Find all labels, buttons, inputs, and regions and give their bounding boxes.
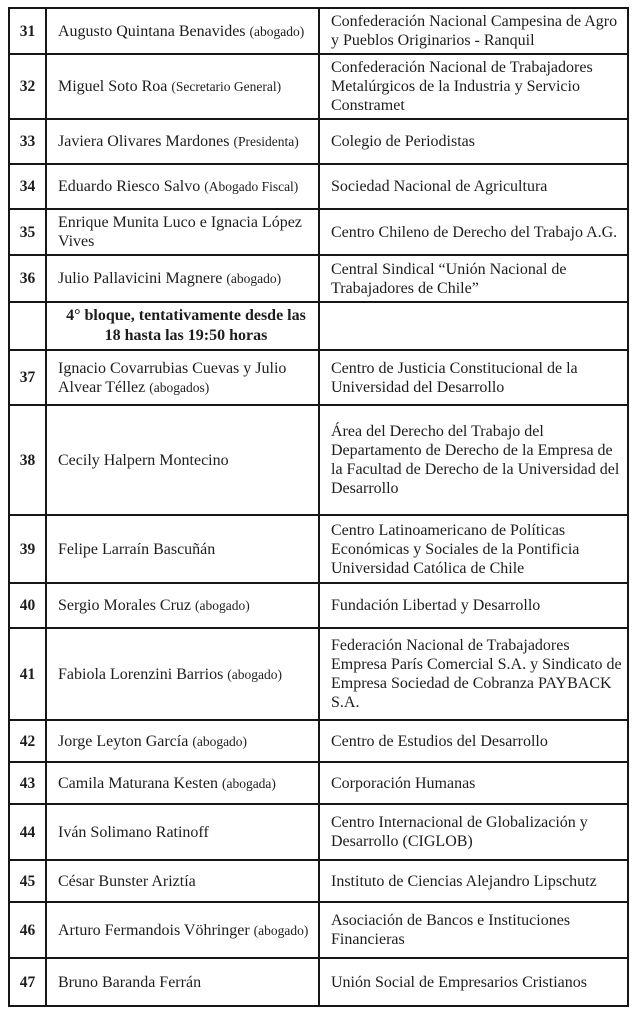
organization-cell xyxy=(319,302,628,350)
organization-cell xyxy=(319,720,628,762)
section-header-text: 4° bloque, tentativamente desde las 18 hasta las 19:50 horas xyxy=(66,307,306,344)
participant-name: Julio Pallavicini Magnere xyxy=(58,270,223,287)
row-number-cell xyxy=(9,302,46,350)
organization-name: Federación Nacional de Trabajadores Empresa París Comercial S.A. y Sindicato de Empresa Sociedad de Cobranza PAYBACK S.A. xyxy=(331,637,622,711)
row-number-cell: 35 xyxy=(9,209,46,255)
table-row xyxy=(9,350,628,405)
organization-cell xyxy=(319,209,628,255)
organization-cell xyxy=(319,860,628,902)
name-cell xyxy=(46,860,319,902)
participant-role-note: (abogado) xyxy=(226,271,282,286)
table-row xyxy=(9,902,628,958)
table-row xyxy=(9,762,628,804)
participant-name: Bruno Baranda Ferrán xyxy=(58,973,202,991)
organization-name: Colegio de Periodistas xyxy=(331,133,475,150)
organization-cell xyxy=(319,119,628,164)
organization-name: Asociación de Bancos e Instituciones Financieras xyxy=(331,912,571,948)
organization-name: Sociedad Nacional de Agricultura xyxy=(331,178,548,195)
row-number-cell: 33 xyxy=(9,119,46,164)
participant-name: Javiera Olivares Mardones xyxy=(58,133,230,150)
name-cell xyxy=(46,8,319,54)
participant-name: Felipe Larraín Bascuñán xyxy=(58,540,216,558)
participant-name: Iván Solimano Ratinoff xyxy=(58,823,209,841)
section-header-cell xyxy=(46,302,319,350)
organization-cell xyxy=(319,958,628,1006)
table-row xyxy=(9,804,628,860)
organization-name: Centro Chileno de Derecho del Trabajo A.G. xyxy=(331,223,618,241)
name-cell xyxy=(46,209,319,255)
organization-cell xyxy=(319,54,628,119)
participant-role-note: (Abogado Fiscal) xyxy=(204,179,299,194)
table-row xyxy=(9,54,628,119)
organization-cell xyxy=(319,255,628,302)
table-row xyxy=(9,958,628,1006)
organization-cell xyxy=(319,350,628,405)
participant-name: Miguel Soto Roa xyxy=(58,78,168,95)
table-row xyxy=(9,860,628,902)
participant-role-note: (Secretario General) xyxy=(171,79,282,94)
organization-name: Confederación Nacional de Trabajadores Metalúrgicos de la Industria y Servicio Constramet xyxy=(331,59,593,114)
table-row xyxy=(9,119,628,164)
name-cell xyxy=(46,54,319,119)
row-number-cell: 47 xyxy=(9,958,46,1006)
participants-table xyxy=(8,7,629,1007)
name-cell xyxy=(46,583,319,628)
table-row xyxy=(9,583,628,628)
organization-cell xyxy=(319,804,628,860)
organization-name: Centro Latinoamericano de Políticas Económicas y Sociales de la Pontificia Universidad Católica de Chile xyxy=(331,521,580,577)
row-number-cell: 46 xyxy=(9,902,46,958)
name-cell xyxy=(46,255,319,302)
row-number-cell: 32 xyxy=(9,54,46,119)
table-row xyxy=(9,8,628,54)
participant-name: Jorge Leyton García xyxy=(58,732,189,750)
participant-name: César Bunster Ariztía xyxy=(58,872,196,890)
organization-name: Fundación Libertad y Desarrollo xyxy=(331,597,541,614)
row-number-cell: 43 xyxy=(9,762,46,804)
organization-name: Unión Social de Empresarios Cristianos xyxy=(331,973,587,991)
row-number-cell: 39 xyxy=(9,515,46,583)
name-cell xyxy=(46,720,319,762)
participant-role-note: (abogado) xyxy=(227,666,283,682)
name-cell xyxy=(46,350,319,405)
participant-name: Augusto Quintana Benavides xyxy=(58,22,246,40)
name-cell xyxy=(46,628,319,720)
participant-name: Fabiola Lorenzini Barrios xyxy=(58,665,224,683)
row-number-cell: 42 xyxy=(9,720,46,762)
organization-name: Instituto de Ciencias Alejandro Lipschutz xyxy=(331,872,597,890)
participant-role-note: (Presidenta) xyxy=(233,134,299,149)
participant-name: Sergio Morales Cruz xyxy=(58,597,192,614)
table-row xyxy=(9,720,628,762)
row-number-cell: 45 xyxy=(9,860,46,902)
participant-name: Camila Maturana Kesten xyxy=(58,774,218,792)
name-cell xyxy=(46,902,319,958)
row-number-cell: 41 xyxy=(9,628,46,720)
participant-name: Ignacio Covarrubias Cuevas y Julio Alvear Téllez xyxy=(58,359,287,396)
section-header-row xyxy=(9,302,628,350)
participant-name: Enrique Munita Luco e Ignacia López Vives xyxy=(58,214,302,250)
organization-name: Centro de Estudios del Desarrollo xyxy=(331,732,548,750)
organization-name: Área del Derecho del Trabajo del Departamento de Derecho de la Empresa de la Facultad de Derecho de la Universidad del Desarrollo xyxy=(331,423,620,497)
name-cell xyxy=(46,958,319,1006)
organization-cell xyxy=(319,902,628,958)
table-row xyxy=(9,405,628,515)
organization-cell xyxy=(319,164,628,209)
organization-cell xyxy=(319,762,628,804)
table-row xyxy=(9,209,628,255)
organization-cell xyxy=(319,628,628,720)
row-number-cell: 40 xyxy=(9,583,46,628)
table-row xyxy=(9,164,628,209)
name-cell xyxy=(46,515,319,583)
row-number-cell: 38 xyxy=(9,405,46,515)
participant-role-note: (abogado) xyxy=(249,23,305,39)
participant-name: Cecily Halpern Montecino xyxy=(58,451,229,469)
participant-role-note: (abogado) xyxy=(195,598,250,613)
participant-role-note: (abogado) xyxy=(192,733,248,749)
row-number-cell: 31 xyxy=(9,8,46,54)
organization-name: Centro de Justicia Constitucional de la Universidad del Desarrollo xyxy=(331,359,578,396)
participant-role-note: (abogada) xyxy=(221,775,276,791)
name-cell xyxy=(46,405,319,515)
organization-cell xyxy=(319,8,628,54)
organization-cell xyxy=(319,583,628,628)
row-number-cell: 37 xyxy=(9,350,46,405)
organization-name: Centro Internacional de Globalización y Desarrollo (CIGLOB) xyxy=(331,814,588,850)
organization-cell xyxy=(319,515,628,583)
organization-name: Confederación Nacional Campesina de Agro y Pueblos Originarios - Ranquil xyxy=(331,13,618,49)
participant-role-note: (abogado) xyxy=(253,922,309,938)
row-number-cell: 34 xyxy=(9,164,46,209)
participant-name: Eduardo Riesco Salvo xyxy=(58,178,201,195)
table-row xyxy=(9,515,628,583)
table-row xyxy=(9,255,628,302)
organization-cell xyxy=(319,405,628,515)
table-body xyxy=(9,8,628,1006)
name-cell xyxy=(46,804,319,860)
name-cell xyxy=(46,119,319,164)
table-row xyxy=(9,628,628,720)
name-cell xyxy=(46,164,319,209)
row-number-cell: 44 xyxy=(9,804,46,860)
participant-role-note: (abogados) xyxy=(149,379,210,395)
participant-name: Arturo Fermandois Vöhringer xyxy=(58,921,250,939)
row-number-cell: 36 xyxy=(9,255,46,302)
organization-name: Corporación Humanas xyxy=(331,774,476,792)
name-cell xyxy=(46,762,319,804)
organization-name: Central Sindical “Unión Nacional de Trabajadores de Chile” xyxy=(331,260,567,297)
